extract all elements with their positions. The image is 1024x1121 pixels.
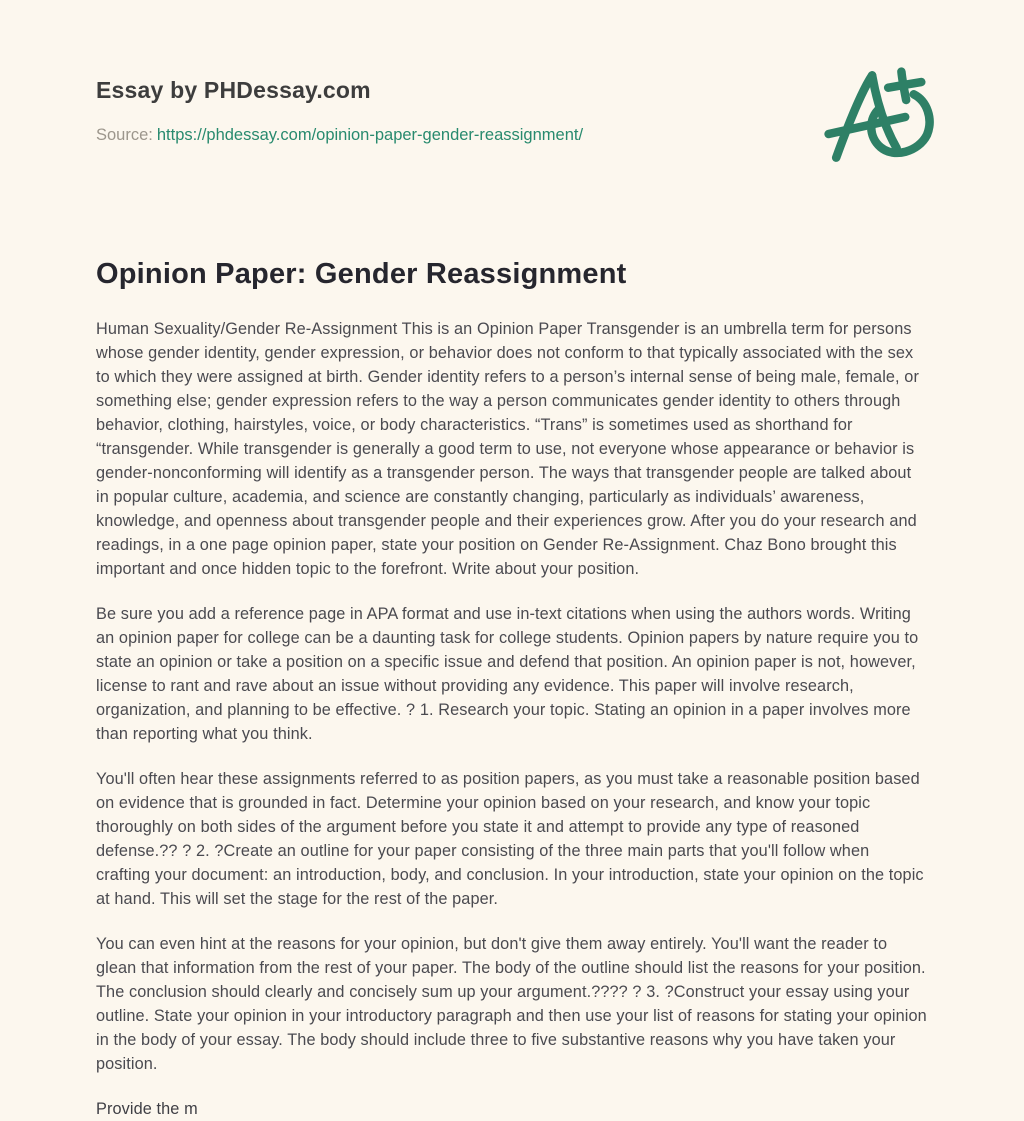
essay-title: Opinion Paper: Gender Reassignment (96, 258, 627, 290)
source-url-link[interactable]: https://phdessay.com/opinion-paper-gender-reassignment/ (156, 126, 584, 144)
essay-paragraph: You can even hint at the reasons for your opinion, but don't give them away entirely. You'll want the reader to glean that information from the rest of your paper. The body of the outline should list the reasons for your position. The conclusion should clearly and concisely sum up your argument.???? ? 3. ?Construct your essay using your outline. State your opinion in your introductory paragraph and then use your list of reasons for stating your opinion in the body of your essay. The body should include three to five substantive reasons why you have taken your position. (96, 935, 927, 1073)
source-label: Source: (96, 126, 153, 144)
essay-paragraph: Human Sexuality/Gender Re-Assignment This is an Opinion Paper Transgender is an umbrella term for persons whose gender identity, gender expression, or behavior does not conform to that typically associated with the sex to which they were assigned at birth. Gender identity refers to a person’s internal sense of being male, female, or something else; gender expression refers to the way a person communicates gender identity to others through behavior, clothing, hairstyles, voice, or body characteristics. “Trans” is sometimes used as shorthand for “transgender. While transgender is generally a good term to use, not everyone whose appearance or behavior is gender-nonconforming will identify as a transgender person. The ways that transgender people are talked about in popular culture, academia, and science are constantly changing, particularly as individuals’ awareness, knowledge, and openness about transgender people and their experiences grow. After you do your research and readings, in a one page opinion paper, state your position on Gender Re-Assignment. Chaz Bono brought this important and once hidden topic to the forefront. Write about your position. (96, 320, 919, 578)
page-header (96, 76, 928, 176)
essay-paragraph: Be sure you add a reference page in APA format and use in-text citations when using the authors words. Writing an opinion paper for college can be a daunting task for college students. Opinion papers by nature require you to state an opinion or take a position on a specific issue and defend that position. An opinion paper is not, however, license to rant and rave about an issue without providing any evidence. This paper will involve research, organization, and planning to be effective. ? 1. Research your topic. Stating an opinion in a paper involves more than reporting what you think. (96, 605, 919, 743)
header-text-block (96, 76, 583, 145)
source-line (96, 125, 583, 145)
essay-body (96, 317, 928, 1121)
phdessay-a-plus-logo-icon (822, 63, 926, 176)
essay-paragraph-truncated: Provide the m (96, 1100, 198, 1118)
site-title: Essay by PHDessay.com (96, 77, 371, 103)
essay-paragraph: You'll often hear these assignments referred to as position papers, as you must take a reasonable position based on evidence that is grounded in fact. Determine your opinion based on your research, and know your topic thoroughly on both sides of the argument before you state it and attempt to provide any type of reasoned defense.?? ? 2. ?Create an outline for your paper consisting of the three main parts that you'll follow when crafting your document: an introduction, body, and conclusion. In your introduction, state your opinion on the topic at hand. This will set the stage for the rest of the paper. (96, 770, 924, 908)
